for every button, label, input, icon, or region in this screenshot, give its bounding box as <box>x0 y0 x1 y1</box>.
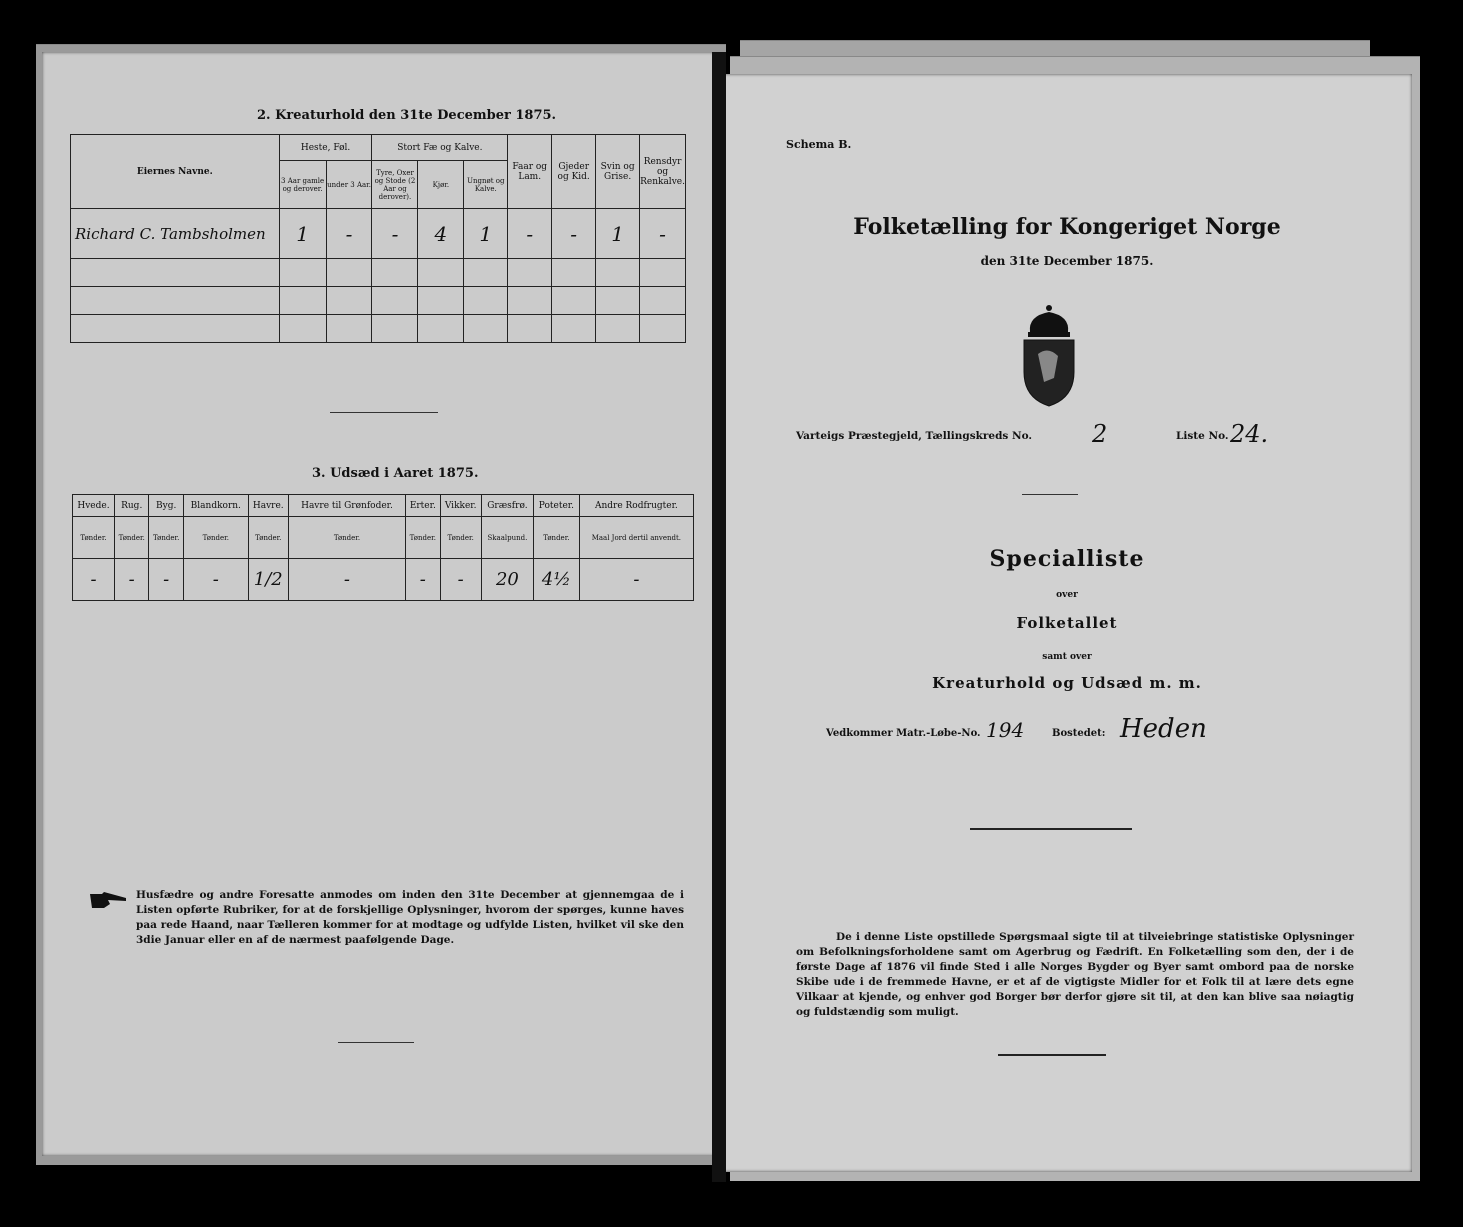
sowing-unit: Tønder. <box>149 517 183 559</box>
bottom-divider <box>998 1054 1106 1056</box>
cell-kjor: 4 <box>418 209 464 259</box>
sowing-value-row <box>73 559 694 601</box>
owner-name: Richard C. Tambsholmen <box>71 209 280 259</box>
sowing-header: Vikker. <box>440 495 481 517</box>
header-ungnot: Ungnøt og Kalve. <box>464 161 508 209</box>
sowing-header: Rug. <box>114 495 148 517</box>
sowing-unit: Tønder. <box>406 517 440 559</box>
pointing-hand-icon <box>88 890 130 912</box>
sowing-value: 20 <box>481 559 533 601</box>
sowing-header: Havre. <box>248 495 288 517</box>
over-label: over <box>1056 590 1078 600</box>
samt-over-label: samt over <box>1042 652 1092 662</box>
folketallet-label: Folketallet <box>1016 614 1118 632</box>
sowing-header: Havre til Grønfoder. <box>288 495 405 517</box>
sowing-value: - <box>149 559 183 601</box>
sowing-value: - <box>288 559 405 601</box>
census-date: den 31te December 1875. <box>980 254 1154 268</box>
kreds-no: 2 <box>1092 420 1108 448</box>
section2-title: 2. Kreaturhold den 31te December 1875. <box>257 108 557 123</box>
cell-tyre: - <box>372 209 418 259</box>
owner-header: Eiernes Navne. <box>71 135 280 209</box>
schema-label: Schema B. <box>786 138 852 151</box>
cell-heste-young: - <box>326 209 372 259</box>
coat-of-arms-icon <box>1018 302 1080 408</box>
liste-no: 24. <box>1230 420 1269 448</box>
header-faar: Faar og Lam. <box>508 135 552 209</box>
left-page <box>42 52 718 1156</box>
header-rensdyr: Rensdyr og Renkalve. <box>640 135 686 209</box>
sowing-unit: Maal Jord dertil anvendt. <box>579 517 693 559</box>
sowing-header: Byg. <box>149 495 183 517</box>
cell-rensdyr: - <box>640 209 686 259</box>
sowing-header: Erter. <box>406 495 440 517</box>
sowing-value: 4½ <box>534 559 580 601</box>
sowing-value: - <box>183 559 248 601</box>
sowing-header: Poteter. <box>534 495 580 517</box>
right-page <box>722 74 1412 1172</box>
cell-gjeder: - <box>552 209 596 259</box>
header-kjor: Kjør. <box>418 161 464 209</box>
sowing-value: - <box>73 559 115 601</box>
sowing-unit: Tønder. <box>248 517 288 559</box>
section3-title: 3. Udsæd i Aaret 1875. <box>312 466 479 481</box>
liste-label: Liste No. <box>1176 430 1229 442</box>
sowing-unit-row <box>73 517 694 559</box>
sowing-value: - <box>406 559 440 601</box>
cell-faar: - <box>508 209 552 259</box>
header-heste-young: under 3 Aar. <box>326 161 372 209</box>
sowing-value: - <box>440 559 481 601</box>
sowing-unit: Tønder. <box>183 517 248 559</box>
sowing-unit: Tønder. <box>288 517 405 559</box>
sowing-header: Græsfrø. <box>481 495 533 517</box>
header-tyre: Tyre, Oxer og Stode (2 Aar og derover). <box>372 161 418 209</box>
sowing-header: Hvede. <box>73 495 115 517</box>
bostedet-label: Bostedet: <box>1052 728 1106 739</box>
sowing-unit: Tønder. <box>73 517 115 559</box>
divider <box>1022 494 1078 495</box>
bostedet-value: Heden <box>1120 714 1207 744</box>
matr-label: Vedkommer Matr.-Løbe-No. <box>826 728 981 739</box>
sowing-unit: Skaalpund. <box>481 517 533 559</box>
header-stort: Stort Fæ og Kalve. <box>372 135 508 161</box>
cell-ungnot: 1 <box>464 209 508 259</box>
divider-thick <box>970 828 1132 830</box>
kreaturhold-label: Kreaturhold og Udsæd m. m. <box>932 674 1202 692</box>
cell-svin: 1 <box>596 209 640 259</box>
sowing-unit: Tønder. <box>440 517 481 559</box>
bottom-divider <box>338 1042 414 1043</box>
sowing-value: 1/2 <box>248 559 288 601</box>
cell-heste-old: 1 <box>279 209 326 259</box>
header-svin: Svin og Grise. <box>596 135 640 209</box>
footer-text: De i denne Liste opstillede Spørgsmaal sigte til at tilveiebringe statistiske Oplysninger om Befolkningsforholdene samt om Agerbrug og Fædrift. En Folketælling som den, der i de første Dage af 1876 vil finde Sted i alle Norges Bygder og Byer samt ombord paa de norske Skibe ude i de fremmede Havne, er et af de vigtigste Midler for et Folk til at lære dets egne Vilkaar at kjende, og enhver god Borger bør derfor gjøre sit til, at den kan blive saa nøiagtig og fuldstændig som muligt. <box>796 931 1354 1018</box>
notice-text: Husfædre og andre Foresatte anmodes om inden den 31te December at gjennemgaa de i Listen opførte Rubriker, for at de forskjellige Oplysninger, hvorom der spørges, kunne haves paa rede Haand, naar Tælleren kommer for at modtage og udfylde Listen, hvilket vil ske den 3die Januar eller en af de nærmest paafølgende Dage. <box>136 889 684 946</box>
sowing-unit: Tønder. <box>534 517 580 559</box>
header-heste: Heste, Føl. <box>279 135 372 161</box>
sowing-value: - <box>579 559 693 601</box>
main-title: Folketælling for Kongeriget Norge <box>853 214 1281 240</box>
sowing-header: Blandkorn. <box>183 495 248 517</box>
specialliste-title: Specialliste <box>989 546 1145 572</box>
sowing-unit: Tønder. <box>114 517 148 559</box>
book-spine <box>712 52 726 1182</box>
prestegjeld-label: Varteigs Præstegjeld, Tællingskreds No. <box>796 430 1033 442</box>
matr-no: 194 <box>986 718 1025 742</box>
sowing-header-row <box>73 495 694 517</box>
livestock-table <box>70 134 686 343</box>
sowing-value: - <box>114 559 148 601</box>
header-gjeder: Gjeder og Kid. <box>552 135 596 209</box>
header-heste-old: 3 Aar gamle og derover. <box>279 161 326 209</box>
sowing-table <box>72 494 694 601</box>
sowing-header: Andre Rodfrugter. <box>579 495 693 517</box>
divider <box>330 412 438 413</box>
